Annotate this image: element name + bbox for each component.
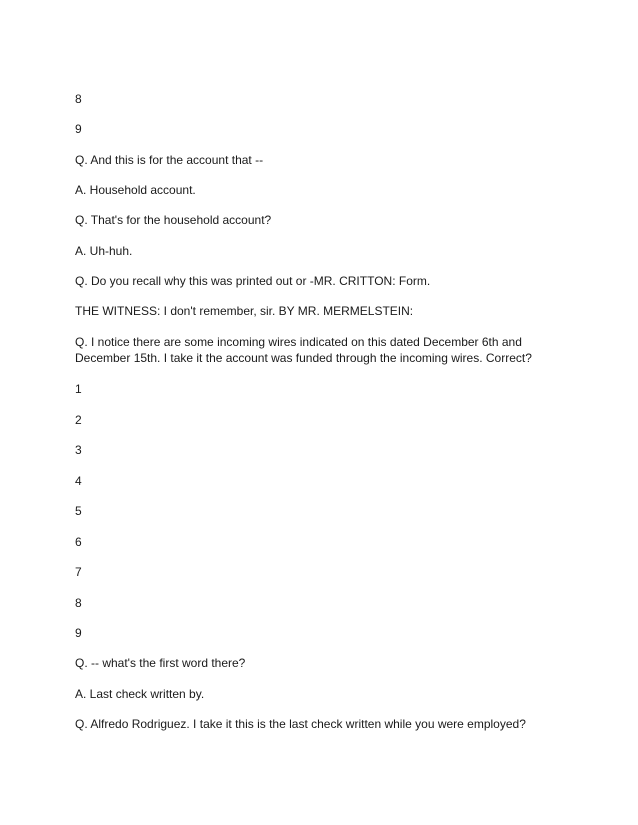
line-number: 3	[75, 443, 82, 457]
transcript-question: Q. Alfredo Rodriguez. I take it this is the last check written while you were employed?	[75, 717, 526, 731]
transcript-question: Q. -- what's the first word there?	[75, 656, 246, 670]
line-number: 8	[75, 92, 82, 106]
transcript-question: Q. That's for the household account?	[75, 213, 272, 227]
line-number: 7	[75, 565, 82, 579]
line-number: 8	[75, 596, 82, 610]
transcript-question: Q. And this is for the account that --	[75, 153, 264, 167]
line-number: 4	[75, 474, 82, 488]
line-number: 6	[75, 535, 82, 549]
transcript-answer: A. Last check written by.	[75, 687, 205, 701]
transcript-question: Q. Do you recall why this was printed out or -MR. CRITTON: Form.	[75, 274, 431, 288]
transcript-witness-statement: THE WITNESS: I don't remember, sir. BY MR. MERMELSTEIN:	[75, 304, 414, 318]
line-number: 1	[75, 382, 82, 396]
line-number: 5	[75, 504, 82, 518]
transcript-answer: A. Household account.	[75, 183, 196, 197]
transcript-question: Q. I notice there are some incoming wires indicated on this dated December 6th and December 15th. I take it the account was funded through the incoming wires. Correct?	[75, 335, 532, 365]
line-number: 9	[75, 626, 82, 640]
line-number: 2	[75, 413, 82, 427]
line-number: 9	[75, 122, 82, 136]
transcript-answer: A. Uh-huh.	[75, 244, 133, 258]
